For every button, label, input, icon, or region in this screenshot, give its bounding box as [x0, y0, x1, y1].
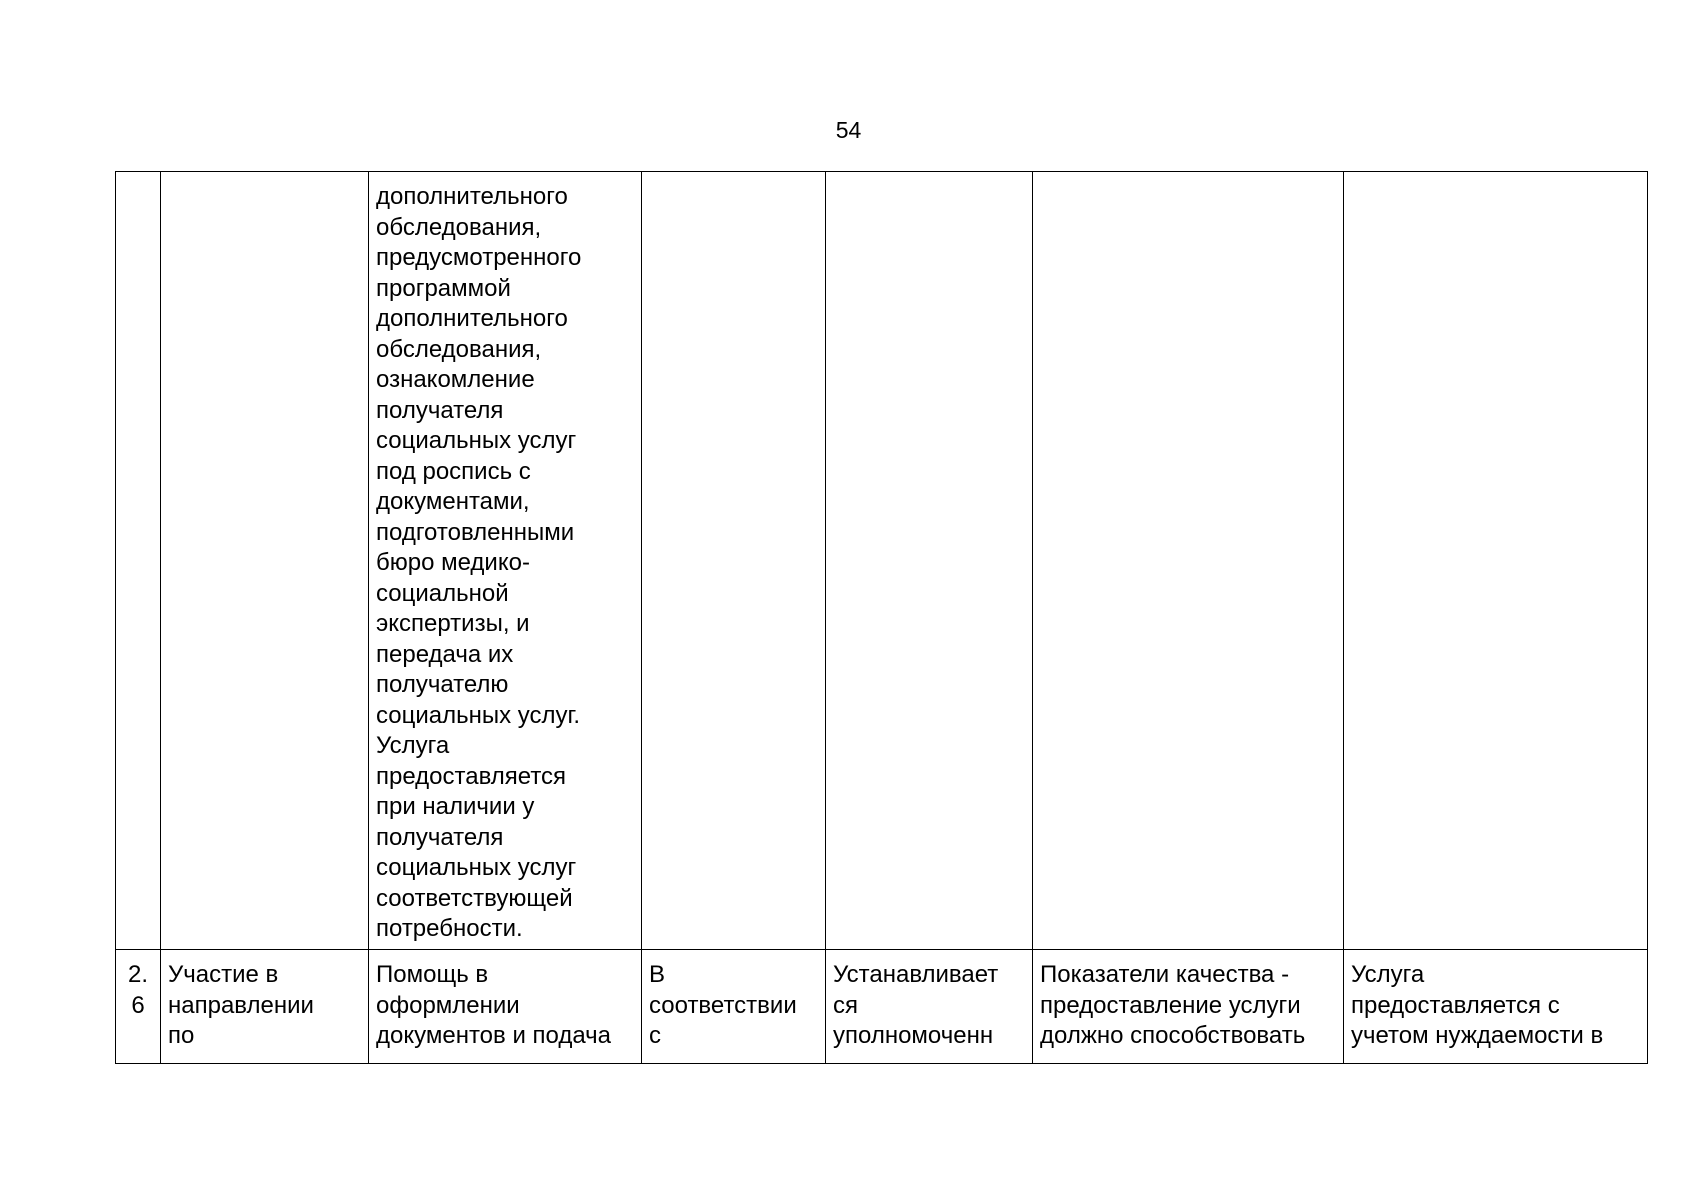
cell-service-description: дополнительного обследования, предусмотренного программой дополнительного обследования, ознакомление получателя социальных услуг под роспись с документами, подготовленными бюро медико- социальной экспертизы, и передача их получателю социальных услуг. Услуга предоставляется при наличии у получателя социальных услуг соответствующей потребности. — [369, 172, 642, 950]
cell-service-name — [161, 172, 369, 950]
cell-number — [116, 172, 161, 950]
page-number: 54 — [835, 117, 862, 143]
table-row-2-6 — [116, 950, 1648, 1064]
cell-conditions — [1344, 172, 1648, 950]
cell-conditions: Услуга предоставляется с учетом нуждаемости в — [1344, 950, 1648, 1064]
cell-service-name: Участие в направлении по — [161, 950, 369, 1064]
cell-quality-indicators: Показатели качества - предоставление услуги должно способствовать — [1033, 950, 1344, 1064]
cell-quality-indicators — [1033, 172, 1344, 950]
services-table — [115, 171, 1648, 1064]
cell-terms — [642, 172, 826, 950]
cell-number: 2. 6 — [116, 950, 161, 1064]
cell-service-description: Помощь в оформлении документов и подача — [369, 950, 642, 1064]
table-row-continuation — [116, 172, 1648, 950]
cell-cost: Устанавливает ся уполномоченн — [826, 950, 1033, 1064]
cell-terms: В соответствии с — [642, 950, 826, 1064]
cell-cost — [826, 172, 1033, 950]
